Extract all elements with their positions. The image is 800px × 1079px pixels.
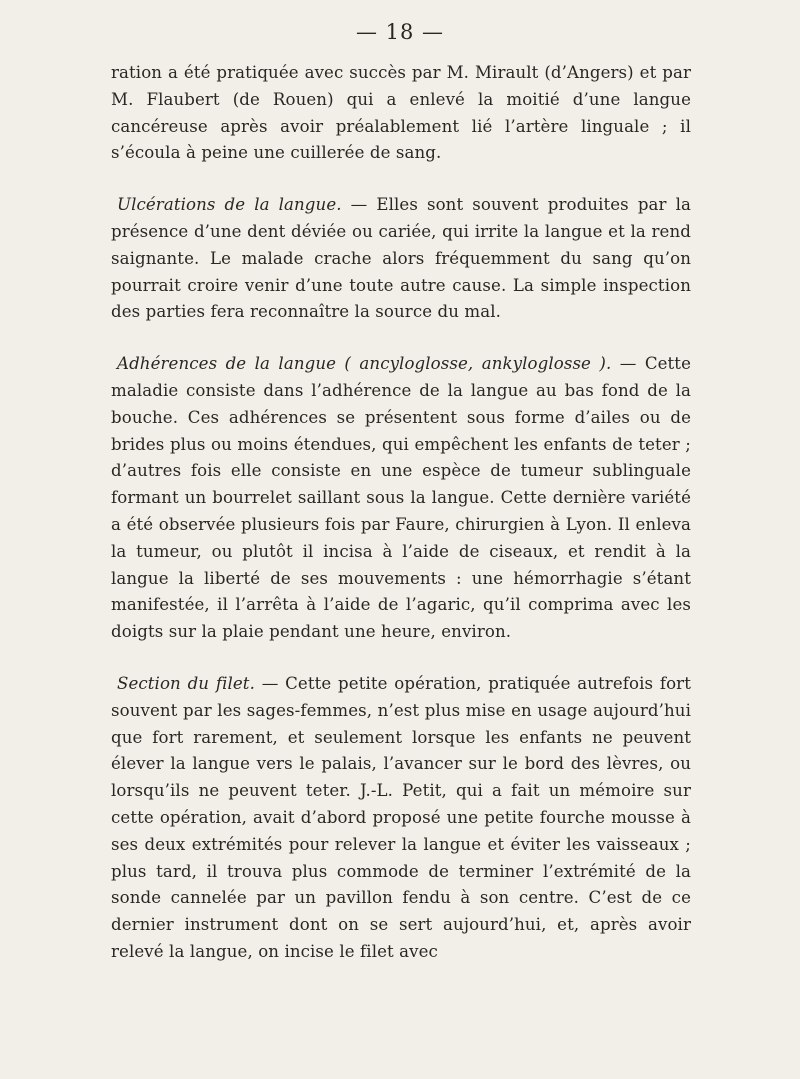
paragraph-continuation: ration a été pratiquée avec succès par M. Mirault (d’Angers) et par M. Flaubert (de Rouen) qui a enlevé la moitié d’une langue cancéreuse après avoir préalablement lié l’artère linguale ; il s’écoula à peine une cuillerée de sang. [111,63,691,163]
paragraph-ulcerations [111,192,691,326]
paragraph-section-filet [111,671,691,966]
section-title-adherences: Adhérences de la langue ( ancyloglosse, ankyloglosse ). [117,354,612,374]
paragraph-adherences [111,351,691,646]
paragraph-section-filet-text: — Cette petite opération, pratiquée autrefois fort souvent par les sages-femmes, n’est plus mise en usage aujourd’hui que fort rarement, et seulement lorsque les enfants ne peuvent élever la langue vers le palais, l’avancer sur le bord des lèvres, ou lorsqu’ils ne peuvent teter. J.-L. Petit, qui a fait un mémoire sur cette opération, avait d’abord proposé une petite fourche mousse à ses deux extrémités pour relever la langue et éviter les vaisseaux ; plus tard, il trouva plus commode de terminer l’extrémité de la sonde cannelée par un pavillon fendu à son centre. C’est de ce dernier instrument dont on se sert aujourd’hui, et, après avoir relevé la langue, on incise le filet avec [111,673,691,961]
paragraph-adherences-text: — Cette maladie consiste dans l’adhérence de la langue au bas fond de la bouche. Ces adhérences se présentent sous forme d’ailes ou de brides plus ou moins étendues, qui empêchent les enfants de teter ; d’autres fois elle consiste en une espèce de tumeur sublinguale formant un bourrelet saillant sous la langue. Cette dernière variété a été observée plusieurs fois par Faure, chirurgien à Lyon. Il enleva la tumeur, ou plutôt il incisa à l’aide de ciseaux, et rendit à la langue la liberté de ses mouvements : une hémorrhagie s’étant manifestée, il l’arrêta à l’aide de l’agaric, qu’il comprima avec les doigts sur la plaie pendant une heure, environ. [111,354,691,642]
page-body [111,60,691,966]
paragraph-ulcerations-text: — Elles sont souvent produites par la présence d’une dent déviée ou cariée, qui irrite la langue et la rend saignante. Le malade crache alors fréquemment du sang qu’on pourrait croire venir d’une toute autre cause. La simple inspection des parties fera reconnaître la source du mal. [111,195,691,322]
page-number: — 18 — [355,20,445,44]
section-title-filet: Section du filet. [117,673,255,693]
section-title-ulcerations: Ulcérations de la langue. [117,195,342,215]
